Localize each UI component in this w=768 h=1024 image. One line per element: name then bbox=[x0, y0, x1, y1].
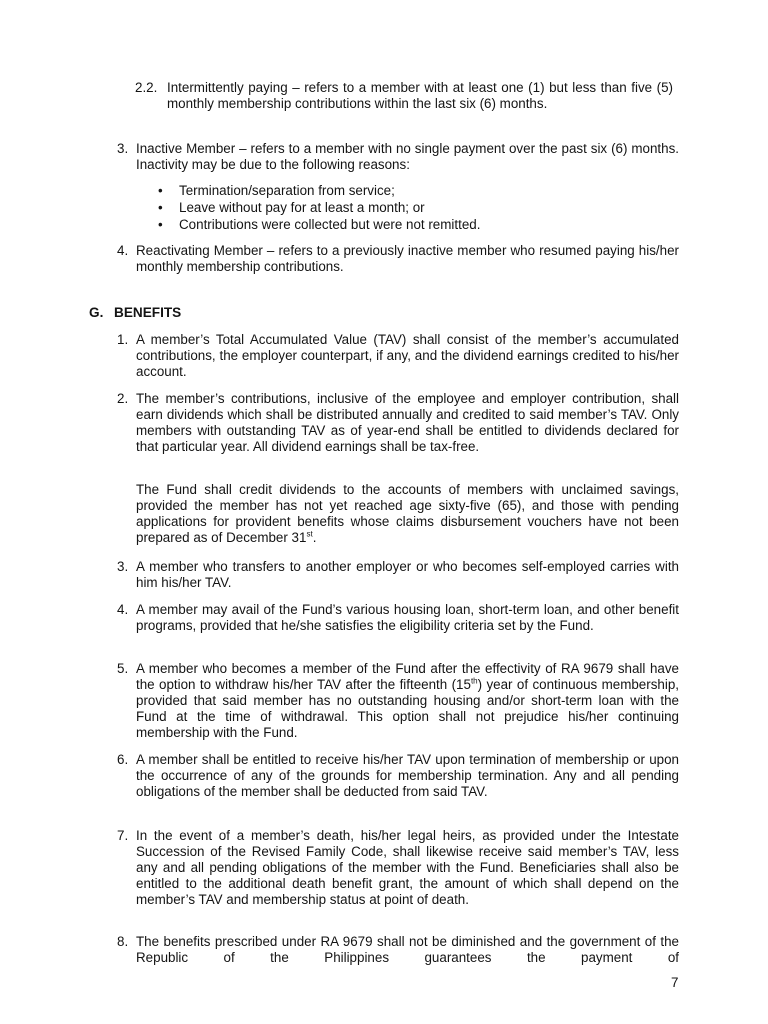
benefit-7-text bbox=[136, 828, 679, 908]
benefit-2-paragraph: The member’s contributions, inclusive of the employee and employer contribution, shall earn dividends which shall be distributed annually and credited to said member’s TAV. Only members with outstanding TAV as of year-end shall be entitled to dividends declared for that particular year. All dividend earnings shall be tax-free. bbox=[136, 391, 679, 454]
benefit-number-2: 2. bbox=[117, 391, 129, 406]
benefit-4-text bbox=[136, 602, 679, 634]
benefit-8-text bbox=[136, 934, 679, 966]
benefit-number-3: 3. bbox=[117, 559, 129, 574]
benefit-2-paragraph-2 bbox=[136, 482, 679, 546]
list-item bbox=[156, 217, 576, 234]
benefit-number-7: 7. bbox=[117, 828, 129, 843]
benefit-1-paragraph: A member’s Total Accumulated Value (TAV) shall consist of the member’s accumulated contributions, the employer counterpart, if any, and the dividend earnings credited to his/her account. bbox=[136, 332, 679, 379]
inactivity-reasons-list bbox=[156, 183, 576, 234]
benefit-3-paragraph: A member who transfers to another employer or who becomes self-employed carries with him his/her TAV. bbox=[136, 559, 679, 590]
section-heading-title: BENEFITS bbox=[114, 305, 182, 320]
benefit-6-paragraph: A member shall be entitled to receive his/her TAV upon termination of membership or upon the occurrence of any of the grounds for membership termination. Any and all pending obligations of the member shall be deducted from said TAV. bbox=[136, 752, 679, 799]
item-3-paragraph: Inactive Member – refers to a member with no single payment over the past six (6) months. Inactivity may be due to the following reasons: bbox=[136, 141, 679, 172]
benefit-8-paragraph: The benefits prescribed under RA 9679 shall not be diminished and the government of the Republic of the Philippines guarantees the payment of bbox=[136, 934, 679, 965]
benefit-2-text bbox=[136, 391, 679, 455]
section-heading bbox=[89, 305, 181, 321]
benefit-2-second-paragraph bbox=[136, 482, 679, 546]
list-item-text: Termination/separation from service; bbox=[179, 183, 395, 198]
item-number-3: 3. bbox=[117, 141, 129, 156]
benefit-7-paragraph: In the event of a member’s death, his/her legal heirs, as provided under the Intestate Succession of the Revised Family Code, shall likewise receive said member’s TAV, less any and all pending obligations of the member with the Fund. Beneficiaries shall also be entitled to the additional death benefit grant, the amount of which shall depend on the member’s TAV and membership status at point of death. bbox=[136, 828, 679, 907]
list-item-text: Leave without pay for at least a month; or bbox=[179, 200, 425, 215]
bullet-icon: • bbox=[158, 200, 163, 215]
bullet-icon: • bbox=[158, 183, 163, 198]
bullet-icon: • bbox=[158, 217, 163, 232]
list-item-text: Contributions were collected but were not remitted. bbox=[179, 217, 481, 232]
ordinal-suffix: st bbox=[306, 529, 313, 539]
benefit-6-text bbox=[136, 752, 679, 800]
benefit-4-paragraph: A member may avail of the Fund’s various housing loan, short-term loan, and other benefit programs, provided that he/she satisfies the eligibility criteria set by the Fund. bbox=[136, 602, 679, 633]
benefit-5-post: ) year of continuous membership, provided that said member has no outstanding housing and/or short-term loan with the Fund at the time of withdrawal. This option shall not prejudice his/her continuing membership with the Fund. bbox=[136, 677, 679, 740]
item-3-text bbox=[136, 141, 679, 173]
benefit-number-8: 8. bbox=[117, 934, 129, 949]
item-4-text bbox=[136, 243, 679, 275]
benefit-number-6: 6. bbox=[117, 752, 129, 767]
item-number-2-2: 2.2. bbox=[135, 80, 158, 95]
benefit-3-text bbox=[136, 559, 679, 591]
benefit-number-4: 4. bbox=[117, 602, 129, 617]
item-2-2-text bbox=[167, 80, 673, 112]
item-number-4: 4. bbox=[117, 243, 129, 258]
benefit-5-text bbox=[136, 661, 679, 741]
list-item bbox=[156, 200, 576, 217]
list-item bbox=[156, 183, 576, 200]
page-number: 7 bbox=[671, 975, 679, 990]
benefit-number-1: 1. bbox=[117, 332, 129, 347]
item-2-2-paragraph: Intermittently paying – refers to a member with at least one (1) but less than five (5) monthly membership contributions within the last six (6) months. bbox=[167, 80, 673, 111]
benefit-number-5: 5. bbox=[117, 661, 129, 676]
item-4-paragraph: Reactivating Member – refers to a previously inactive member who resumed paying his/her monthly membership contributions. bbox=[136, 243, 679, 274]
benefit-5-pre: A member who becomes a member of the Fund after the effectivity of RA 9679 shall have the option to withdraw his/her TAV after the fifteenth (15 bbox=[136, 661, 679, 692]
ordinal-suffix: th bbox=[470, 676, 478, 686]
benefit-2-p2-text: The Fund shall credit dividends to the accounts of members with unclaimed savings, provided the member has not yet reached age sixty-five (65), and those with pending applications for provident benefits whose claims disbursement vouchers have not been prepared as of December 31 bbox=[136, 482, 679, 545]
benefit-5-paragraph bbox=[136, 661, 679, 741]
benefit-2-p2-tail: . bbox=[312, 530, 317, 545]
benefit-1-text bbox=[136, 332, 679, 380]
section-heading-label: G. bbox=[89, 305, 104, 320]
